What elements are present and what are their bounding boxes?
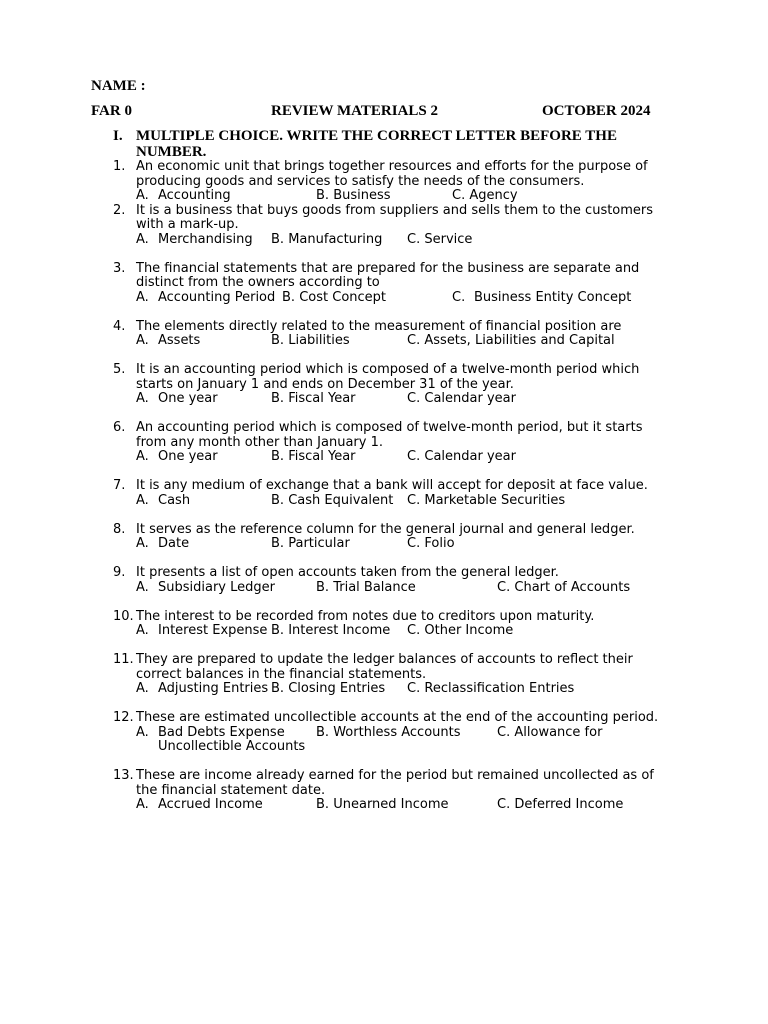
answer-choices <box>136 334 736 349</box>
question-9 <box>113 565 736 595</box>
question-10 <box>113 608 736 639</box>
choice-text: Date <box>158 536 190 551</box>
choice-letter: A. <box>136 492 149 508</box>
question-stem <box>113 318 736 335</box>
choice-text: Cash <box>158 492 191 508</box>
choice-a <box>136 231 253 248</box>
choice-b <box>271 537 350 552</box>
choice-letter: A. <box>136 797 149 812</box>
choice-letter: C. <box>407 623 421 638</box>
question-stem <box>113 521 736 538</box>
choice-c <box>407 624 513 639</box>
choice-a <box>136 536 190 552</box>
question-1 <box>113 159 736 204</box>
choice-b <box>316 581 416 596</box>
choice-c <box>407 682 574 697</box>
question-text: It is any medium of exchange that a bank will accept for deposit at face value. <box>136 478 648 493</box>
choice-letter: B. <box>271 623 285 638</box>
question-number: 5. <box>113 362 126 377</box>
choice-letter: C. <box>407 449 421 464</box>
choice-b <box>316 726 461 741</box>
question-text: It presents a list of open accounts taken from the general ledger. <box>136 565 559 580</box>
choice-text: Accounting <box>158 188 231 203</box>
choice-c <box>407 233 472 248</box>
choice-text: Cash Equivalent <box>288 492 394 508</box>
question-text: These are income already earned for the period but remained uncollected as of <box>136 768 654 783</box>
choice-text: One year <box>158 449 218 464</box>
choice-letter: C. <box>497 797 511 812</box>
question-number: 2. <box>113 202 126 218</box>
choice-letter: B. <box>271 391 285 406</box>
choice-letter: A. <box>136 449 149 464</box>
choice-b <box>271 334 350 349</box>
document-date: OCTOBER 2024 <box>542 103 651 119</box>
question-4 <box>113 318 736 349</box>
choice-b <box>271 233 382 248</box>
answer-choices <box>136 581 736 596</box>
choice-text: Liabilities <box>288 333 350 348</box>
choice-text: Calendar year <box>424 449 516 464</box>
choice-text: Agency <box>469 188 518 203</box>
question-text: The interest to be recorded from notes due to creditors upon maturity. <box>136 608 595 624</box>
choice-text: Assets, Liabilities and Capital <box>424 333 615 348</box>
choice-text: Unearned Income <box>333 797 449 812</box>
section-title-line: MULTIPLE CHOICE. WRITE THE CORRECT LETTER BEFORE THE <box>136 128 617 144</box>
question-stem <box>113 768 736 784</box>
question-text: distinct from the owners according to <box>136 275 380 290</box>
question-stem <box>113 202 736 219</box>
choice-letter: A. <box>136 536 149 551</box>
choice-c <box>407 450 516 465</box>
question-7 <box>113 478 736 508</box>
choice-letter: C. <box>452 188 466 203</box>
question-text: They are prepared to update the ledger balances of accounts to reflect their <box>136 652 633 667</box>
question-stem <box>136 175 736 190</box>
question-text: producing goods and services to satisfy the needs of the consumers. <box>136 173 585 189</box>
answer-choices <box>136 233 736 248</box>
section-heading <box>113 128 617 160</box>
choice-text: Particular <box>288 536 350 551</box>
choice-text: Fiscal Year <box>288 449 356 464</box>
answer-choices <box>136 624 736 639</box>
choice-c <box>452 289 632 306</box>
choice-letter: A. <box>136 231 149 247</box>
choice-letter: B. <box>271 449 285 464</box>
question-number: 6. <box>113 420 126 435</box>
question-text: correct balances in the financial statements. <box>136 666 427 682</box>
choice-c <box>497 798 623 813</box>
header-row <box>0 103 768 120</box>
choice-letter: A. <box>136 623 149 638</box>
choice-c <box>452 189 518 204</box>
question-number: 13. <box>113 768 134 783</box>
choice-letter: C. <box>407 681 421 696</box>
choice-text: Calendar year <box>424 391 516 406</box>
choice-c <box>497 581 630 596</box>
choice-a <box>136 333 201 349</box>
choice-a <box>136 449 218 465</box>
question-stem <box>113 362 736 378</box>
choice-letter: B. <box>271 681 285 696</box>
choice-letter: C. <box>407 536 421 551</box>
choice-b <box>282 291 386 306</box>
question-number: 10. <box>113 608 134 624</box>
section-title-line: NUMBER. <box>136 144 207 160</box>
choice-letter: B. <box>271 492 285 508</box>
choice-letter: A. <box>136 681 149 696</box>
answer-choices <box>136 494 736 509</box>
question-stem <box>136 276 736 291</box>
question-text: The elements directly related to the measurement of financial position are <box>136 318 622 334</box>
answer-choice-continued <box>136 740 736 755</box>
section-number: I. <box>113 128 123 144</box>
question-text: from any month other than January 1. <box>136 434 383 450</box>
choice-text: Marketable Securities <box>424 492 566 508</box>
choice-text: Subsidiary Ledger <box>158 579 275 595</box>
choice-letter: B. <box>316 188 330 203</box>
choice-letter: B. <box>316 724 330 740</box>
answer-choices <box>136 682 736 697</box>
choice-letter: B. <box>282 289 296 305</box>
choice-letter: B. <box>271 536 285 551</box>
choice-text: Closing Entries <box>288 681 386 696</box>
choice-a <box>136 797 263 813</box>
choice-text: Service <box>424 231 473 247</box>
answer-choices <box>136 189 736 204</box>
choice-letter: A. <box>136 289 149 305</box>
question-stem <box>113 420 736 436</box>
question-3 <box>113 260 736 306</box>
choice-b <box>271 392 356 407</box>
question-list <box>113 159 736 813</box>
choice-letter: A. <box>136 333 149 348</box>
question-number: 9. <box>113 565 126 580</box>
question-stem <box>113 565 736 581</box>
question-number: 7. <box>113 478 126 493</box>
question-text: An economic unit that brings together resources and efforts for the purpose of <box>136 159 648 174</box>
choice-text: Interest Income <box>288 623 391 638</box>
choice-text: Fiscal Year <box>288 391 356 406</box>
choice-letter: C. <box>407 333 421 348</box>
question-stem <box>136 436 736 451</box>
choice-text: Merchandising <box>158 231 253 247</box>
choice-a <box>136 724 285 741</box>
choice-text: Trial Balance <box>333 579 416 595</box>
question-stem <box>136 218 736 233</box>
choice-text: Interest Expense <box>158 623 268 638</box>
name-label: NAME : <box>91 78 146 94</box>
question-number: 12. <box>113 710 134 725</box>
choice-a <box>136 623 268 639</box>
choice-letter: C. <box>497 724 511 740</box>
question-stem <box>136 784 736 799</box>
choice-a <box>136 579 275 596</box>
choice-letter: A. <box>136 391 149 406</box>
question-stem <box>113 652 736 668</box>
question-number: 8. <box>113 521 126 537</box>
choice-letter: B. <box>271 231 285 247</box>
choice-a <box>136 188 231 204</box>
answer-choices <box>136 537 736 552</box>
question-stem <box>136 378 736 393</box>
choice-text: Folio <box>424 536 455 551</box>
choice-c <box>407 494 565 509</box>
question-text: starts on January 1 and ends on December 31 of the year. <box>136 376 514 392</box>
question-stem <box>113 159 736 175</box>
choice-letter: A. <box>136 724 149 740</box>
choice-letter: C. <box>497 579 511 595</box>
choice-c <box>407 334 615 349</box>
choice-text: One year <box>158 391 218 406</box>
choice-letter: C. <box>407 231 421 247</box>
choice-text: Deferred Income <box>514 797 624 812</box>
choice-letter: B. <box>271 333 285 348</box>
choice-text: Chart of Accounts <box>514 579 631 595</box>
question-5 <box>113 362 736 407</box>
answer-choices <box>136 726 736 741</box>
choice-letter: B. <box>316 579 330 595</box>
question-text: These are estimated uncollectible accounts at the end of the accounting period. <box>136 710 659 725</box>
question-number: 1. <box>113 159 126 174</box>
choice-text: Worthless Accounts <box>333 724 461 740</box>
question-12 <box>113 710 736 755</box>
question-stem <box>113 478 736 494</box>
question-text: It is a business that buys goods from suppliers and sells them to the customers <box>136 202 654 218</box>
question-number: 4. <box>113 318 126 334</box>
choice-text: Reclassification Entries <box>424 681 575 696</box>
question-2 <box>113 202 736 248</box>
question-8 <box>113 521 736 552</box>
choice-text: Business Entity Concept <box>474 289 632 305</box>
choice-b <box>271 624 390 639</box>
answer-choices <box>136 798 736 813</box>
choice-text: Adjusting Entries <box>158 681 269 696</box>
choice-a <box>136 681 269 697</box>
choice-text: Manufacturing <box>288 231 383 247</box>
question-stem <box>136 668 736 683</box>
choice-letter: A. <box>136 188 149 203</box>
choice-a <box>136 391 218 407</box>
choice-a <box>136 289 276 306</box>
choice-text: Business <box>333 188 391 203</box>
choice-c <box>497 726 602 741</box>
choice-a <box>136 492 191 509</box>
choice-c <box>407 392 516 407</box>
choice-letter: B. <box>316 797 330 812</box>
answer-choices <box>136 450 736 465</box>
question-text: the financial statement date. <box>136 782 326 798</box>
choice-letter: C. <box>407 391 421 406</box>
choice-text: Cost Concept <box>299 289 387 305</box>
choice-b <box>271 682 385 697</box>
question-6 <box>113 420 736 465</box>
question-number: 3. <box>113 260 126 276</box>
question-stem <box>113 260 736 277</box>
choice-b <box>316 798 449 813</box>
choice-text: Accounting Period <box>158 289 276 305</box>
question-text: It serves as the reference column for the general journal and general ledger. <box>136 521 635 537</box>
choice-letter: C. <box>407 492 421 508</box>
choice-text: Assets <box>158 333 201 348</box>
choice-text-continued: Uncollectible Accounts <box>158 739 306 754</box>
question-stem <box>113 710 736 726</box>
choice-b <box>271 450 356 465</box>
question-11 <box>113 652 736 697</box>
question-text: It is an accounting period which is composed of a twelve-month period which <box>136 362 640 377</box>
choice-b <box>271 494 393 509</box>
question-text: The financial statements that are prepared for the business are separate and <box>136 260 640 276</box>
course-code: FAR 0 <box>91 103 132 119</box>
choice-letter: A. <box>136 579 149 595</box>
choice-text: Bad Debts Expense <box>158 724 285 740</box>
choice-text: Accrued Income <box>158 797 263 812</box>
question-stem <box>113 608 736 625</box>
choice-text: Other Income <box>424 623 514 638</box>
answer-choices <box>136 392 736 407</box>
question-number: 11. <box>113 652 134 667</box>
answer-choices <box>136 291 736 306</box>
choice-letter: C. <box>452 289 466 305</box>
choice-c <box>407 537 455 552</box>
question-text: with a mark-up. <box>136 217 239 232</box>
choice-text: Allowance for <box>514 724 603 740</box>
document-title: REVIEW MATERIALS 2 <box>271 103 438 119</box>
question-13 <box>113 768 736 813</box>
question-text: An accounting period which is composed of twelve-month period, but it starts <box>136 420 643 435</box>
choice-b <box>316 189 391 204</box>
